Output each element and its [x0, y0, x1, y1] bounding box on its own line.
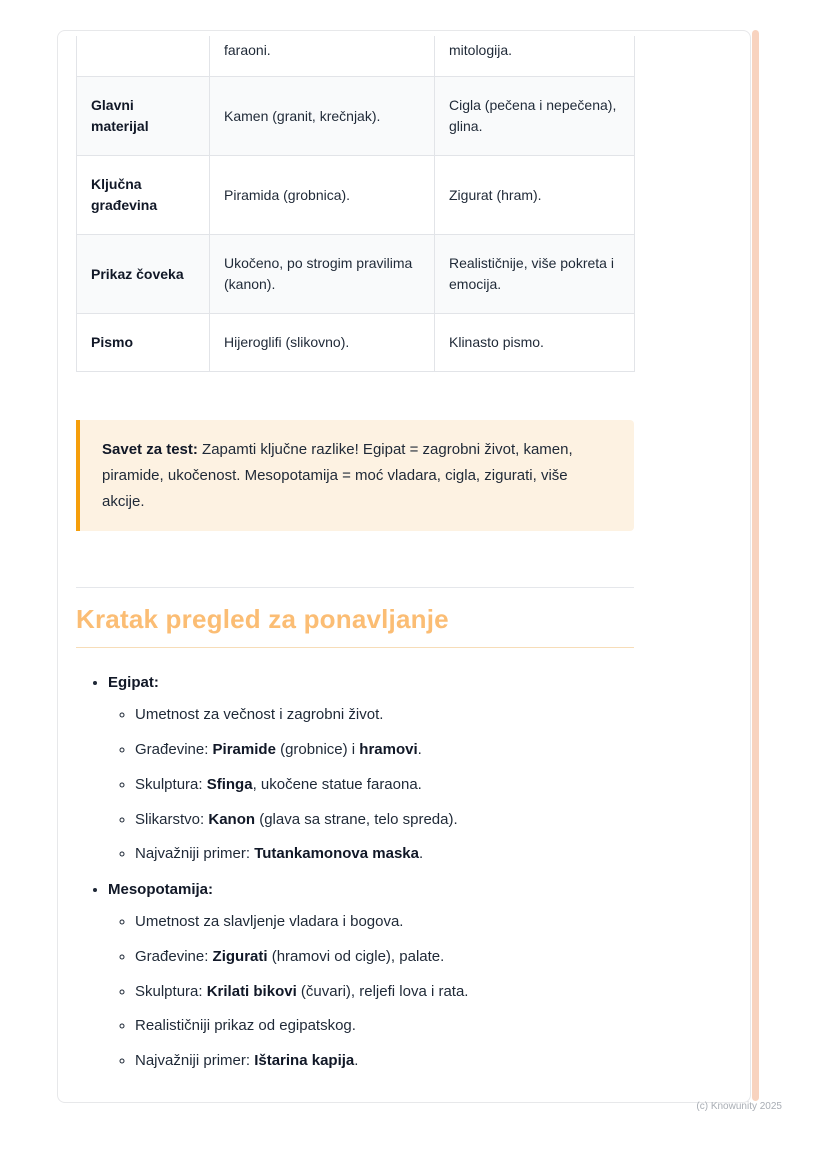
table-cell-label	[77, 36, 210, 77]
list-group	[108, 881, 648, 1072]
list-item: ◦ Umetnost za večnost i zagrobni život.	[135, 704, 648, 726]
list-item: ◦ Umetnost za slavljenje vladara i bogova.	[135, 911, 648, 933]
table-cell-label: Ključna građevina	[77, 156, 210, 235]
comparison-table	[76, 36, 635, 372]
summary-list	[76, 674, 648, 1072]
table-cell-mesopotamia: mitologija.	[435, 36, 635, 77]
table-row	[77, 77, 635, 156]
table-cell-egypt: Ukočeno, po strogim pravilima (kanon).	[210, 235, 435, 314]
table-cell-label: Pismo	[77, 314, 210, 372]
list-item: ◦ Slikarstvo: Kanon (glava sa strane, telo spreda).	[135, 809, 648, 831]
tip-callout	[76, 420, 634, 531]
list-item: ◦ Najvažniji primer: Ištarina kapija.	[135, 1050, 648, 1072]
table-cell-label: Glavni materijal	[77, 77, 210, 156]
list-item: ◦ Skulptura: Sfinga, ukočene statue faraona.	[135, 774, 648, 796]
sub-list	[108, 704, 648, 865]
list-item: ◦ Građevine: Zigurati (hramovi od cigle), palate.	[135, 946, 648, 968]
list-item: ◦ Skulptura: Krilati bikovi (čuvari), reljefi lova i rata.	[135, 981, 648, 1003]
table-cell-mesopotamia: Klinasto pismo.	[435, 314, 635, 372]
table-row	[77, 314, 635, 372]
callout-text: Zapamti ključne razlike! Egipat = zagrobni život, kamen, piramide, ukočenost. Mesopotamija = moć vladara, cigla, zigurati, više akcije.	[102, 441, 573, 510]
list-group	[108, 674, 648, 865]
table-row	[77, 235, 635, 314]
table-cell-egypt: faraoni.	[210, 36, 435, 77]
list-group-title: Egipat:	[108, 674, 159, 692]
table-cell-mesopotamia: Zigurat (hram).	[435, 156, 635, 235]
document-page	[57, 30, 751, 1103]
table-cell-mesopotamia: Realističnije, više pokreta i emocija.	[435, 235, 635, 314]
table-cell-egypt: Kamen (granit, krečnjak).	[210, 77, 435, 156]
section-divider	[76, 587, 634, 588]
list-item: ◦ Građevine: Piramide (grobnice) i hramovi.	[135, 739, 648, 761]
copyright-text: (c) Knowunity 2025	[696, 1101, 782, 1112]
scrollbar[interactable]	[752, 30, 759, 1101]
list-item: ◦ Realističniji prikaz od egipatskog.	[135, 1015, 648, 1037]
list-item: ◦ Najvažniji primer: Tutankamonova maska.	[135, 843, 648, 865]
table-cell-egypt: Hijeroglifi (slikovno).	[210, 314, 435, 372]
table-cell-mesopotamia: Cigla (pečena i nepečena), glina.	[435, 77, 635, 156]
table-row	[77, 36, 635, 77]
callout-title: Savet za test:	[102, 441, 198, 458]
table-row	[77, 156, 635, 235]
table-cell-egypt: Piramida (grobnica).	[210, 156, 435, 235]
page-content	[58, 31, 634, 1072]
table-cell-label: Prikaz čoveka	[77, 235, 210, 314]
section-heading: Kratak pregled za ponavljanje	[76, 604, 634, 648]
sub-list	[108, 911, 648, 1072]
list-group-title: Mesopotamija:	[108, 881, 214, 899]
